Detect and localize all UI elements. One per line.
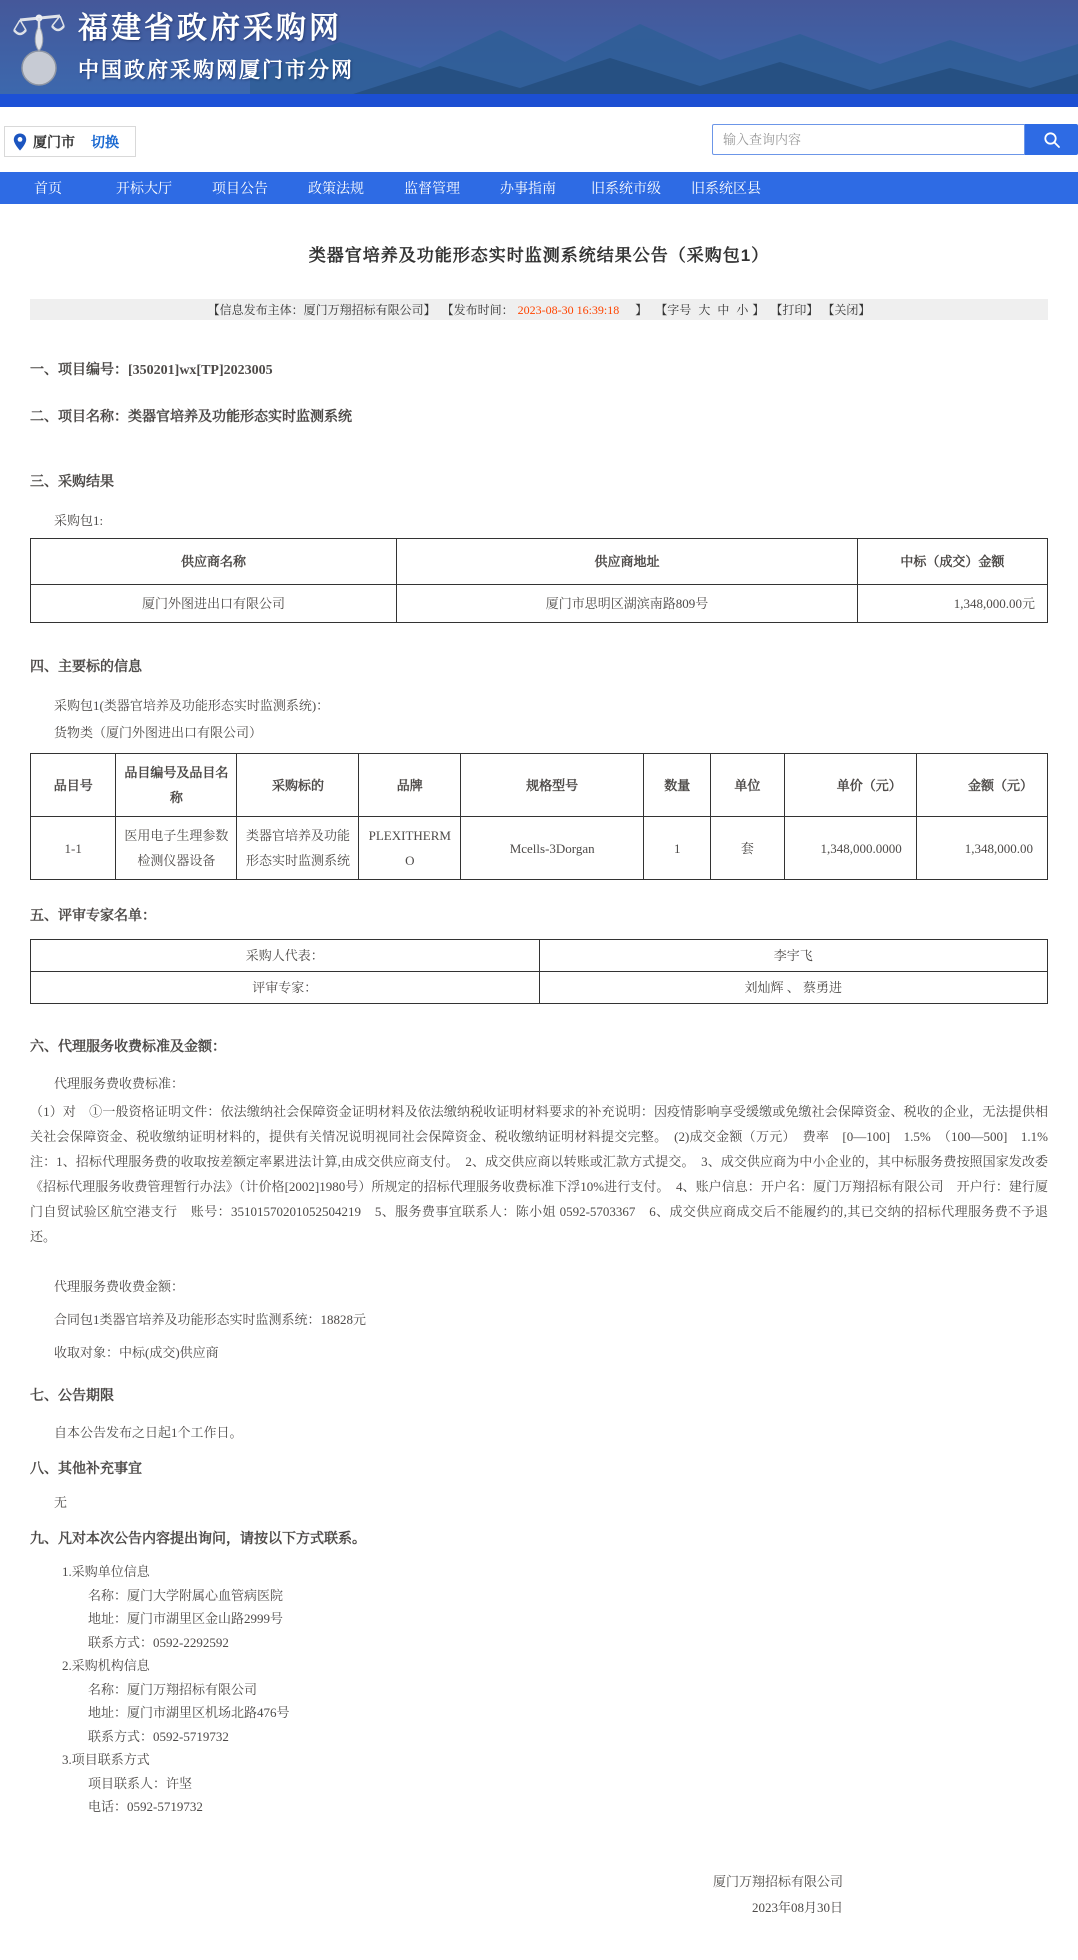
contact-line: 联系方式：0592-2292592 bbox=[88, 1634, 229, 1650]
search-input[interactable] bbox=[712, 124, 1025, 155]
close-link[interactable]: 【关闭】 bbox=[822, 303, 871, 317]
toolbar bbox=[0, 107, 1078, 172]
result-table-header-row bbox=[31, 539, 1048, 585]
section-3-heading: 三、采购结果 bbox=[30, 475, 114, 490]
footer-company: 厦门万翔招标有限公司 bbox=[712, 1873, 843, 1889]
expert-table-row bbox=[31, 972, 1048, 1004]
cell-model: Mcells-3Dorgan bbox=[461, 817, 644, 880]
col-award-amount: 中标（成交）金额 bbox=[857, 539, 1047, 585]
bid-items-table bbox=[30, 753, 1048, 880]
cell-unit: 套 bbox=[711, 817, 784, 880]
nav-item-project-announcements[interactable]: 项目公告 bbox=[212, 180, 268, 196]
cell-item-no: 1-1 bbox=[31, 817, 116, 880]
section-8-heading: 八、其他补充事宜 bbox=[30, 1462, 142, 1477]
contact-line: 名称：厦门万翔招标有限公司 bbox=[88, 1681, 258, 1697]
nav-item-old-system-district[interactable]: 旧系统区县 bbox=[691, 180, 761, 196]
col-procurement-subject: 采购标的 bbox=[237, 754, 359, 817]
fee-standard-label: 代理服务费收费标准： bbox=[54, 1076, 185, 1091]
contact-line: 电话：0592-5719732 bbox=[88, 1799, 203, 1814]
col-item-code-name: 品目编号及品目名称 bbox=[116, 754, 237, 817]
nav-item-policies[interactable]: 政策法规 bbox=[308, 180, 364, 196]
col-brand: 品牌 bbox=[359, 754, 461, 817]
cell-supplier-address: 厦门市思明区湖滨南路809号 bbox=[397, 585, 858, 623]
footer-date: 2023年08月30日 bbox=[751, 1899, 843, 1915]
col-item-no: 品目号 bbox=[31, 754, 116, 817]
bid-table-header-row bbox=[31, 754, 1048, 817]
section-2-heading: 二、项目名称：类器官培养及功能形态实时监测系统 bbox=[30, 410, 352, 425]
search-button[interactable] bbox=[1025, 124, 1078, 155]
main-nav bbox=[0, 172, 1078, 204]
result-table-row bbox=[31, 585, 1048, 623]
fee-standard-paragraph: （1）对 ①一般资格证明文件：依法缴纳社会保障资金证明材料及依法缴纳税收证明材料要求的补充说明：因疫情影响享受缓缴或免缴社会保障资金、税收的企业，无法提供相关社会保障资金、税收缴纳证明材料的，提供有关情况说明视同社会保障资金、税收缴纳证明材料提交完整。 (2)成交金额（万元） 费率 [0—100] 1.5% （100—500] 1.1% 注：1、招标代理服务费的收取按差额定率累进法计算,由成交供应商支付。 2、成交供应商以转账或汇款方式提交。 3、成交供应商为中小企业的，其中标服务费按照国家发改委《招标代理服务收费管理暂行办法》（计价格[2002]1980号）所规定的招标代理服务收费标准下浮10%进行支付。 4、账户信息：开户名：厦门万翔招标有限公司 开户行：建行厦门自贸试验区航空港支行 账号：35101570201052504219 5、服务费事宜联系人：陈小姐 0592-5703367 6、成交供应商成交后不能履约的,其已交纳的招标代理服务费不予退还。 bbox=[30, 1104, 1062, 1244]
search-icon bbox=[1043, 131, 1061, 149]
cell-unit-price: 1,348,000.0000 bbox=[784, 817, 916, 880]
cell-experts-label: 评审专家： bbox=[31, 972, 540, 1004]
section-1-heading: 一、项目编号：[350201]wx[TP]2023005 bbox=[30, 363, 273, 378]
section-6-heading: 六、代理服务收费标准及金额： bbox=[30, 1040, 226, 1055]
location-pin-icon bbox=[13, 133, 27, 151]
cell-quantity: 1 bbox=[644, 817, 711, 880]
cell-procurement-subject: 类器官培养及功能形态实时监测系统 bbox=[237, 817, 359, 880]
goods-category-label: 货物类（厦门外图进出口有限公司） bbox=[54, 725, 263, 740]
font-size-small-link[interactable]: 小 bbox=[736, 303, 749, 317]
col-amount: 金额（元） bbox=[916, 754, 1047, 817]
contact-line: 联系方式：0592-5719732 bbox=[88, 1728, 229, 1744]
package-detail-label: 采购包1(类器官培养及功能形态实时监测系统)： bbox=[54, 698, 330, 713]
publisher-label: 【信息发布主体：厦门万翔招标有限公司】 bbox=[207, 303, 436, 317]
section-9-heading: 九、凡对本次公告内容提出询问，请按以下方式联系。 bbox=[30, 1532, 366, 1547]
fee-amount-value: 合同包1类器官培养及功能形态实时监测系统：18828元 bbox=[54, 1312, 367, 1327]
cell-purchaser-rep-value: 李宇飞 bbox=[539, 940, 1048, 972]
page-title: 类器官培养及功能形态实时监测系统结果公告（采购包1） bbox=[308, 246, 770, 265]
package-label: 采购包1: bbox=[54, 513, 104, 528]
contact-line: 项目联系人：许坚 bbox=[88, 1775, 193, 1791]
scales-logo-icon bbox=[10, 6, 68, 88]
fee-amount-label: 代理服务费收费金额： bbox=[54, 1279, 185, 1294]
bid-table-row bbox=[31, 817, 1048, 880]
publish-time: 【发布时间： 2023-08-30 16:39:18 】 bbox=[441, 303, 648, 317]
current-city-label: 厦门市 bbox=[33, 133, 75, 150]
print-link[interactable]: 【打印】 bbox=[770, 303, 819, 317]
contact-group-title: 1.采购单位信息 bbox=[62, 1564, 150, 1579]
nav-item-home[interactable]: 首页 bbox=[34, 180, 62, 196]
font-size-control: 【字号 大 中 小 】 bbox=[655, 303, 765, 317]
cell-item-code-name: 医用电子生理参数检测仪器设备 bbox=[116, 817, 237, 880]
contact-group-title: 3.项目联系方式 bbox=[62, 1752, 150, 1767]
site-header bbox=[0, 0, 1078, 107]
result-table bbox=[30, 538, 1048, 623]
col-model: 规格型号 bbox=[461, 754, 644, 817]
contact-group-title: 2.采购机构信息 bbox=[62, 1658, 150, 1673]
col-quantity: 数量 bbox=[644, 754, 711, 817]
contact-group-purchaser bbox=[30, 1560, 1048, 1819]
col-unit: 单位 bbox=[711, 754, 784, 817]
col-unit-price: 单价（元） bbox=[784, 754, 916, 817]
site-title: 福建省政府采购网 bbox=[78, 11, 342, 45]
expert-table bbox=[30, 939, 1048, 1004]
cell-brand: PLEXITHERMO bbox=[359, 817, 461, 880]
search-bar bbox=[712, 124, 1078, 155]
cell-experts-value: 刘灿辉 、 蔡勇进 bbox=[539, 972, 1048, 1004]
announcement-period-text: 自本公告发布之日起1个工作日。 bbox=[54, 1425, 243, 1440]
publish-time-value: 2023-08-30 16:39:18 bbox=[517, 303, 620, 317]
cell-supplier-name: 厦门外图进出口有限公司 bbox=[31, 585, 397, 623]
cell-purchaser-rep-label: 采购人代表： bbox=[31, 940, 540, 972]
expert-table-row bbox=[31, 940, 1048, 972]
nav-item-service-guide[interactable]: 办事指南 bbox=[500, 180, 556, 196]
section-7-heading: 七、公告期限 bbox=[30, 1389, 114, 1404]
meta-bar bbox=[30, 299, 1048, 320]
section-4-heading: 四、主要标的信息 bbox=[30, 660, 142, 675]
document-footer bbox=[30, 1869, 1048, 1960]
location-selector bbox=[4, 126, 136, 157]
nav-item-bid-opening-hall[interactable]: 开标大厅 bbox=[116, 180, 172, 196]
nav-item-old-system-city[interactable]: 旧系统市级 bbox=[591, 180, 661, 196]
switch-city-link[interactable]: 切换 bbox=[91, 133, 119, 150]
fee-target: 收取对象：中标(成交)供应商 bbox=[54, 1345, 219, 1360]
font-size-medium-link[interactable]: 中 bbox=[717, 303, 730, 317]
site-subtitle: 中国政府采购网厦门市分网 bbox=[78, 58, 354, 82]
nav-item-supervision[interactable]: 监督管理 bbox=[404, 180, 460, 196]
section-5-heading: 五、评审专家名单： bbox=[30, 909, 156, 924]
article-content bbox=[0, 241, 1078, 1960]
cell-award-amount: 1,348,000.00元 bbox=[857, 585, 1047, 623]
col-supplier-name: 供应商名称 bbox=[31, 539, 397, 585]
supplementary-text: 无 bbox=[54, 1495, 68, 1510]
contact-line: 名称：厦门大学附属心血管病医院 bbox=[88, 1587, 284, 1603]
contact-line: 地址：厦门市湖里区机场北路476号 bbox=[88, 1705, 290, 1720]
contact-line: 地址：厦门市湖里区金山路2999号 bbox=[88, 1611, 284, 1626]
header-titles bbox=[78, 11, 354, 84]
cell-amount: 1,348,000.00 bbox=[916, 817, 1047, 880]
col-supplier-address: 供应商地址 bbox=[397, 539, 858, 585]
font-size-large-link[interactable]: 大 bbox=[698, 303, 711, 317]
